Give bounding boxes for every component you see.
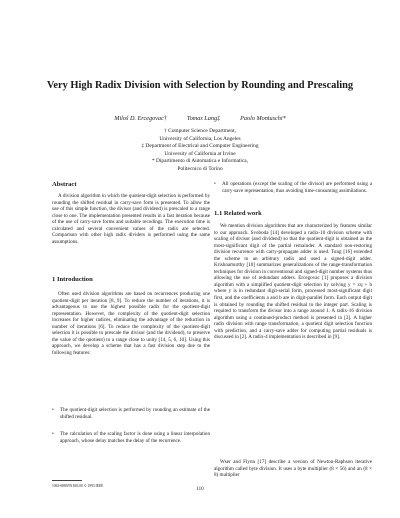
bullet-item	[52, 407, 210, 420]
footnote-rule	[52, 480, 82, 481]
bullet-icon: •	[52, 407, 54, 413]
bullet-icon: •	[52, 431, 54, 437]
related-work-text: We mention division algorithms that are characterized by features similar to our approach. Svoboda [14] developed a radix-10 division scheme with scaling of divisor (and dividend) so that the quotient-digit is obtained as the most-significant digit of the partial remainder. A standard non-restoring division recurrence with carry-propagate adder is used. Tung [16] extended the scheme to an arbitrary radix and used a signed-digit adder. Krishnamurthy [10] summarizes generalizations of the range-transformation techniques for division in conventional and signed-digit number systems thus allowing the use of redundant adders. Ercegovac [1] proposes a division algorithm with a simplified quotient-digit selection by solving y = xq + b where y is in redundant digit-serial form, processed most-significant digit first, and the coefficients a and b are in digit-parallel form. Each output digit is obtained by rounding the shifted residual to the integer part. Scaling is required to transform the divisor into a range around 1. A radix-16 division algorithm using a continued-product method is presented in [3]. A higher radix division with range transformation, a quotient digit selection function with prediction, and a carry-save adder for computing partial residuals is discussed in [2]. A radix-4 implementation is described in [9].	[214, 223, 372, 341]
author-list	[40, 115, 360, 122]
affiliation-line: Politecnico di Torino	[177, 165, 223, 172]
author-3: Paolo Montuschi*	[240, 115, 286, 122]
affiliation-line: * Dipartimento di Automatica e Informatica,	[151, 158, 249, 165]
page-number: 110	[196, 487, 204, 492]
intro-heading: 1 Introduction	[52, 276, 93, 283]
bullet-item	[214, 181, 372, 194]
affiliation-line: University of California at Irvine	[164, 150, 236, 157]
copyright-line: 1063-6889/93 $03.00 © 1993 IEEE	[52, 484, 104, 488]
abstract-heading: Abstract	[52, 181, 77, 188]
related-work-text-2: Wser and Flynn [17] describe a version of Newton-Raphson iterative algorithm called byte division. It uses a byte multiplier (8 × 56) and an (8 × 8) multiplier	[214, 459, 372, 479]
bullet-item	[52, 431, 210, 444]
bullet-text: The quotient-digit selection is performed by rounding an estimate of the shifted residual.	[60, 407, 210, 420]
author-1: Miloš D. Ercegovac†	[114, 115, 167, 122]
intro-text: Often used division algorithms are based on recurrences producing one quotient-digit per iteration [8, 9]. To reduce the number of iterations, it is advantageous to use the highest possible radix for the quotient-digit representation. However, the complexity of the quotient-digit selection increases for higher radices, eliminating the advantage of the reduction in number of iterations [6]. To reduce the complexity of the quotient-digit selection it is possible to prescale the divisor (and the dividend), to preserve the value of the quotient) to a range close to unity [14, 5, 6, 10]. Using this approach, we develop a scheme that has a fast division step due to the following features:	[52, 291, 210, 356]
related-work-heading: 1.1 Related work	[214, 210, 262, 217]
affiliation-line: † Computer Science Department,	[164, 128, 236, 134]
bullet-icon: •	[214, 181, 216, 187]
affiliations	[60, 128, 340, 174]
paper-title: Very High Radix Division with Selection by Rounding and Prescaling	[46, 80, 354, 91]
bullet-text: The calculation of the scaling factor is done using a linear interpolation approach, whose delay matches the delay of the recurrence.	[60, 431, 210, 444]
bullet-text: All operations (except the scaling of the divisor) are performed using a carry-save representation, thus avoiding time-consuming assimilations.	[222, 181, 372, 194]
affiliation-line: ‡ Department of Electrical and Computer Engineering	[141, 143, 259, 150]
abstract-text: A division algorithm in which the quotient-digit selection is performed by rounding the shifted residual in carry-save form is presented. To allow the use of this simple function, the divisor (and dividend) is prescaled to a range close to one. The implementation presented results in a fast iteration because of the use of carry-save forms and suitable recodings. The execution time is calculated and several convenient values of the radix are selected. Comparison with other high radix dividers is performed using the same assumptions.	[52, 193, 210, 245]
affiliation-line: University of California, Los Angeles	[159, 135, 241, 142]
author-2: Tomas Lang‡	[186, 115, 221, 122]
